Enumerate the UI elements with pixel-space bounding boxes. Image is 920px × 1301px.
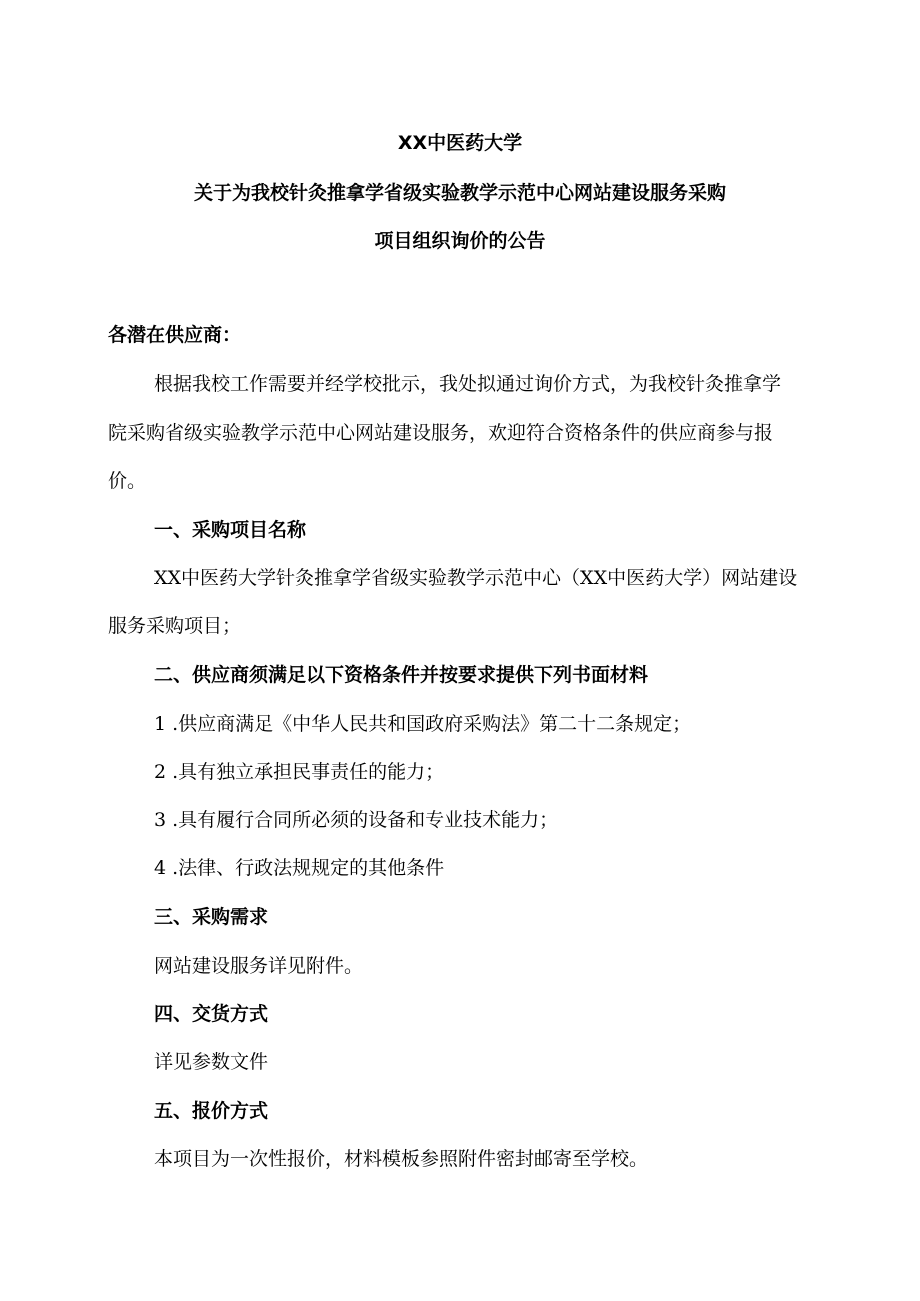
- requirement-item-1: 1 .供应商满足《中华人民共和国政府采购法》第二十二条规定；: [154, 713, 692, 735]
- requirement-item-2: 2 .具有独立承担民事责任的能力；: [154, 761, 445, 783]
- requirement-item-4: 4 .法律、行政法规规定的其他条件: [154, 857, 445, 879]
- requirement-item-3: 3 .具有履行合同所必须的设备和专业技术能力；: [154, 809, 559, 831]
- section-heading-3: 三、采购需求: [154, 906, 269, 928]
- title-announcement: 项目组织询价的公告: [374, 230, 546, 252]
- section-3-text: 网站建设服务详见附件。: [154, 955, 364, 977]
- title-university: XX中医药大学: [397, 132, 523, 154]
- salutation: 各潜在供应商：: [108, 324, 242, 346]
- section-heading-4: 四、交货方式: [154, 1003, 269, 1025]
- intro-line-2: 院采购省级实验教学示范中心网站建设服务，欢迎符合资格条件的供应商参与报: [108, 422, 774, 444]
- section-1-line-2: 服务采购项目；: [108, 615, 242, 637]
- section-5-text: 本项目为一次性报价，材料模板参照附件密封邮寄至学校。: [154, 1148, 649, 1170]
- section-heading-5: 五、报价方式: [154, 1100, 269, 1122]
- section-4-text: 详见参数文件: [154, 1051, 269, 1073]
- title-subject: 关于为我校针灸推拿学省级实验教学示范中心网站建设服务采购: [193, 182, 726, 204]
- intro-line-1: 根据我校工作需要并经学校批示，我处拟通过询价方式，为我校针灸推拿学: [154, 373, 782, 395]
- section-heading-2: 二、供应商须满足以下资格条件并按要求提供下列书面材料: [154, 664, 649, 686]
- section-heading-1: 一、采购项目名称: [154, 519, 307, 541]
- section-1-line-1: XX中医药大学针灸推拿学省级实验教学示范中心（XX中医药大学）网站建设: [154, 567, 798, 589]
- intro-line-3: 价。: [108, 470, 147, 492]
